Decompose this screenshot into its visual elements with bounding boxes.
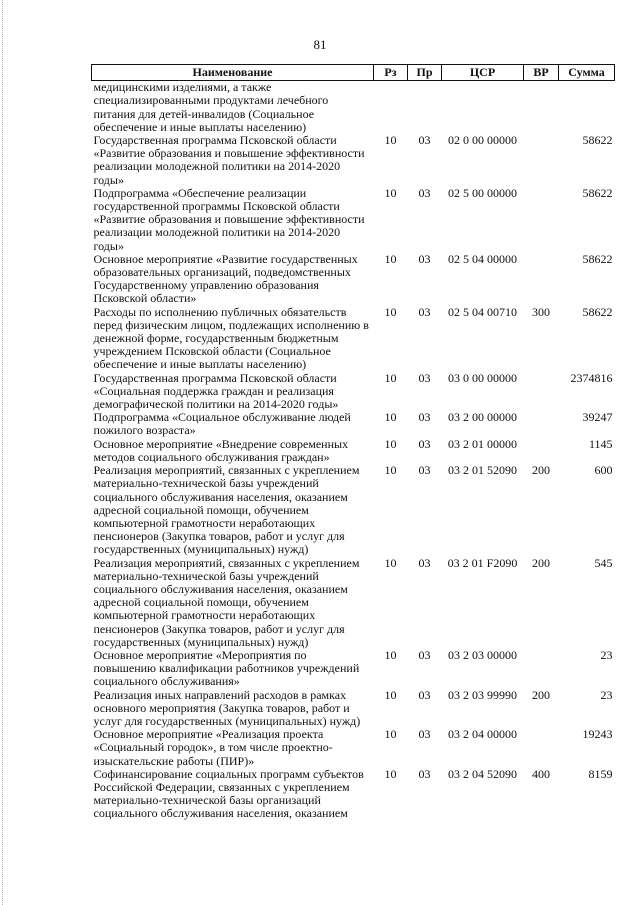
- table-row: [92, 411, 615, 437]
- row-vr: [524, 81, 559, 134]
- row-name: Государственная программа Псковской области «Развитие образования и повышение эффективности реализации молодежной политики на 2014-2020 годы»: [93, 133, 365, 187]
- row-sum: 58622: [582, 304, 613, 319]
- row-name: Расходы по исполнению публичных обязательств перед физическим лицом, подлежащих исполнению в денежной форме, государственным бюджетным учреждением Псковской области (Социальное обеспечение и иные выплаты населению): [93, 304, 369, 372]
- row-csr: 03 2 01 52090: [448, 463, 517, 478]
- row-rz: 10: [384, 304, 397, 319]
- row-csr: 03 0 00 00000: [448, 370, 517, 385]
- table-row: [92, 768, 615, 821]
- row-sum: 39247: [582, 410, 613, 425]
- row-name: Реализация иных направлений расходов в рамках основного мероприятия (Закупка товаров, работ и услуг для государственных (муниципальных) нужд): [93, 687, 361, 728]
- row-csr: 02 5 04 00710: [448, 304, 517, 319]
- row-vr: 200: [532, 463, 550, 478]
- row-rz: 10: [384, 436, 397, 451]
- row-sum: 545: [594, 555, 613, 570]
- row-rz: [374, 81, 408, 134]
- table-header-row: [92, 65, 615, 81]
- row-sum: 19243: [582, 727, 613, 742]
- table-row: [92, 134, 615, 187]
- row-pr: 03: [418, 370, 431, 385]
- row-sum: 23: [600, 687, 613, 702]
- row-vr: [524, 411, 559, 437]
- row-sum: [559, 81, 615, 134]
- row-rz: 10: [384, 251, 397, 266]
- row-rz: 10: [384, 647, 397, 662]
- row-name: Реализация мероприятий, связанных с укреплением материально-технической базы учреждений социального обслуживания населения, оказанием адресной социальной помощи, обучением компьютерной грамотности неработающих пенсионеров (Закупка товаров, работ и услуг для государственных (муниципальных) нужд): [93, 555, 360, 649]
- table-row: [92, 306, 615, 372]
- row-rz: 10: [384, 463, 397, 478]
- row-csr: 03 2 04 00000: [448, 727, 517, 742]
- row-csr: 02 0 00 00000: [448, 133, 517, 148]
- row-csr: 02 5 00 00000: [448, 185, 517, 200]
- row-csr: 03 2 03 99990: [448, 687, 517, 702]
- row-name: медицинскими изделиями, а также специализированными продуктами лечебного питания для детей-инвалидов (Социальное обеспечение и иные выплаты населению): [93, 80, 329, 134]
- row-name: Подпрограмма «Обеспечение реализации государственной программы Псковской области «Развитие образования и повышение эффективности реализации молодежной политики на 2014-2020 годы»: [93, 185, 365, 253]
- page-number: 81: [313, 37, 327, 52]
- row-rz: 10: [384, 555, 397, 570]
- row-sum: 2374816: [570, 370, 613, 385]
- row-pr: 03: [418, 185, 431, 200]
- table-row: [92, 372, 615, 412]
- row-name: Основное мероприятие «Реализация проекта «Социальный городок», в том числе проектно-изыскательские работы (ПИР)»: [93, 727, 333, 768]
- table-row: [92, 81, 615, 134]
- table-row: [92, 187, 615, 253]
- row-rz: 10: [384, 370, 397, 385]
- row-sum: 1145: [588, 436, 613, 451]
- row-name: Реализация мероприятий, связанных с укреплением материально-технической базы учреждений социального обслуживания населения, оказанием адресной социальной помощи, обучением компьютерной грамотности неработающих пенсионеров (Закупка товаров, работ и услуг для государственных (муниципальных) нужд): [93, 463, 360, 557]
- row-sum: 600: [594, 463, 613, 478]
- row-name: Государственная программа Псковской области «Социальная поддержка граждан и реализация демографической политики на 2014-2020 годы»: [93, 370, 339, 412]
- table-row: [92, 689, 615, 729]
- row-csr: 03 2 04 52090: [448, 766, 517, 781]
- row-csr: 03 2 00 00000: [448, 410, 517, 425]
- row-csr: 03 2 01 00000: [448, 436, 517, 451]
- row-pr: 03: [418, 133, 431, 148]
- row-rz: 10: [384, 133, 397, 148]
- row-vr: [524, 187, 559, 253]
- row-vr: 300: [532, 304, 550, 319]
- row-pr: 03: [418, 463, 431, 478]
- row-sum: 23: [600, 647, 613, 662]
- row-vr: 200: [532, 555, 550, 570]
- table-row: [92, 557, 615, 649]
- row-sum: 58622: [582, 185, 613, 200]
- header-sum: Сумма: [559, 65, 615, 81]
- row-pr: 03: [418, 410, 431, 425]
- row-name: Софинансирование социальных программ субъектов Российской Федерации, связанных с укреплением материально-технической базы организаций социального обслуживания населения, оказанием: [93, 766, 364, 821]
- header-csr: ЦСР: [442, 65, 524, 81]
- table-row: [92, 728, 615, 768]
- row-vr: 400: [532, 766, 550, 781]
- header-rz: Рз: [374, 65, 408, 81]
- scan-edge: [2, 0, 5, 905]
- row-rz: 10: [384, 727, 397, 742]
- row-rz: 10: [384, 687, 397, 702]
- row-csr: 03 2 03 00000: [448, 647, 517, 662]
- row-sum: 8159: [588, 766, 613, 781]
- row-pr: 03: [418, 766, 431, 781]
- row-vr: [524, 253, 559, 306]
- row-pr: [408, 81, 442, 134]
- row-pr: 03: [418, 647, 431, 662]
- row-rz: 10: [384, 766, 397, 781]
- row-name: Основное мероприятие «Мероприятия по повышению квалификации работников учреждений социального обслуживания»: [93, 647, 360, 689]
- row-vr: [524, 649, 559, 689]
- row-csr: 02 5 04 00000: [448, 251, 517, 266]
- row-name: Основное мероприятие «Развитие государственных образовательных организаций, подведомственных Государственному управлению образования Псковской области»: [93, 251, 358, 306]
- row-csr: 03 2 01 F2090: [447, 555, 518, 570]
- table-row: [92, 438, 615, 464]
- row-vr: [524, 728, 559, 768]
- budget-table: [91, 64, 615, 821]
- row-pr: 03: [418, 555, 431, 570]
- table-row: [92, 253, 615, 306]
- row-rz: 10: [384, 410, 397, 425]
- row-vr: 200: [532, 687, 550, 702]
- row-sum: 58622: [582, 133, 613, 148]
- row-pr: 03: [418, 687, 431, 702]
- table-row: [92, 464, 615, 556]
- row-csr: [442, 81, 524, 134]
- row-name: Основное мероприятие «Внедрение современных методов социального обслуживания граждан»: [93, 436, 349, 464]
- header-name: Наименование: [92, 65, 374, 81]
- row-vr: [524, 372, 559, 412]
- header-vr: ВР: [524, 65, 559, 81]
- row-name: Подпрограмма «Социальное обслуживание людей пожилого возраста»: [93, 410, 351, 438]
- row-rz: 10: [384, 185, 397, 200]
- table-row: [92, 649, 615, 689]
- row-vr: [524, 134, 559, 187]
- row-vr: [524, 438, 559, 464]
- row-pr: 03: [418, 727, 431, 742]
- row-pr: 03: [418, 436, 431, 451]
- header-pr: Пр: [408, 65, 442, 81]
- row-sum: 58622: [582, 251, 613, 266]
- row-pr: 03: [418, 251, 431, 266]
- row-pr: 03: [418, 304, 431, 319]
